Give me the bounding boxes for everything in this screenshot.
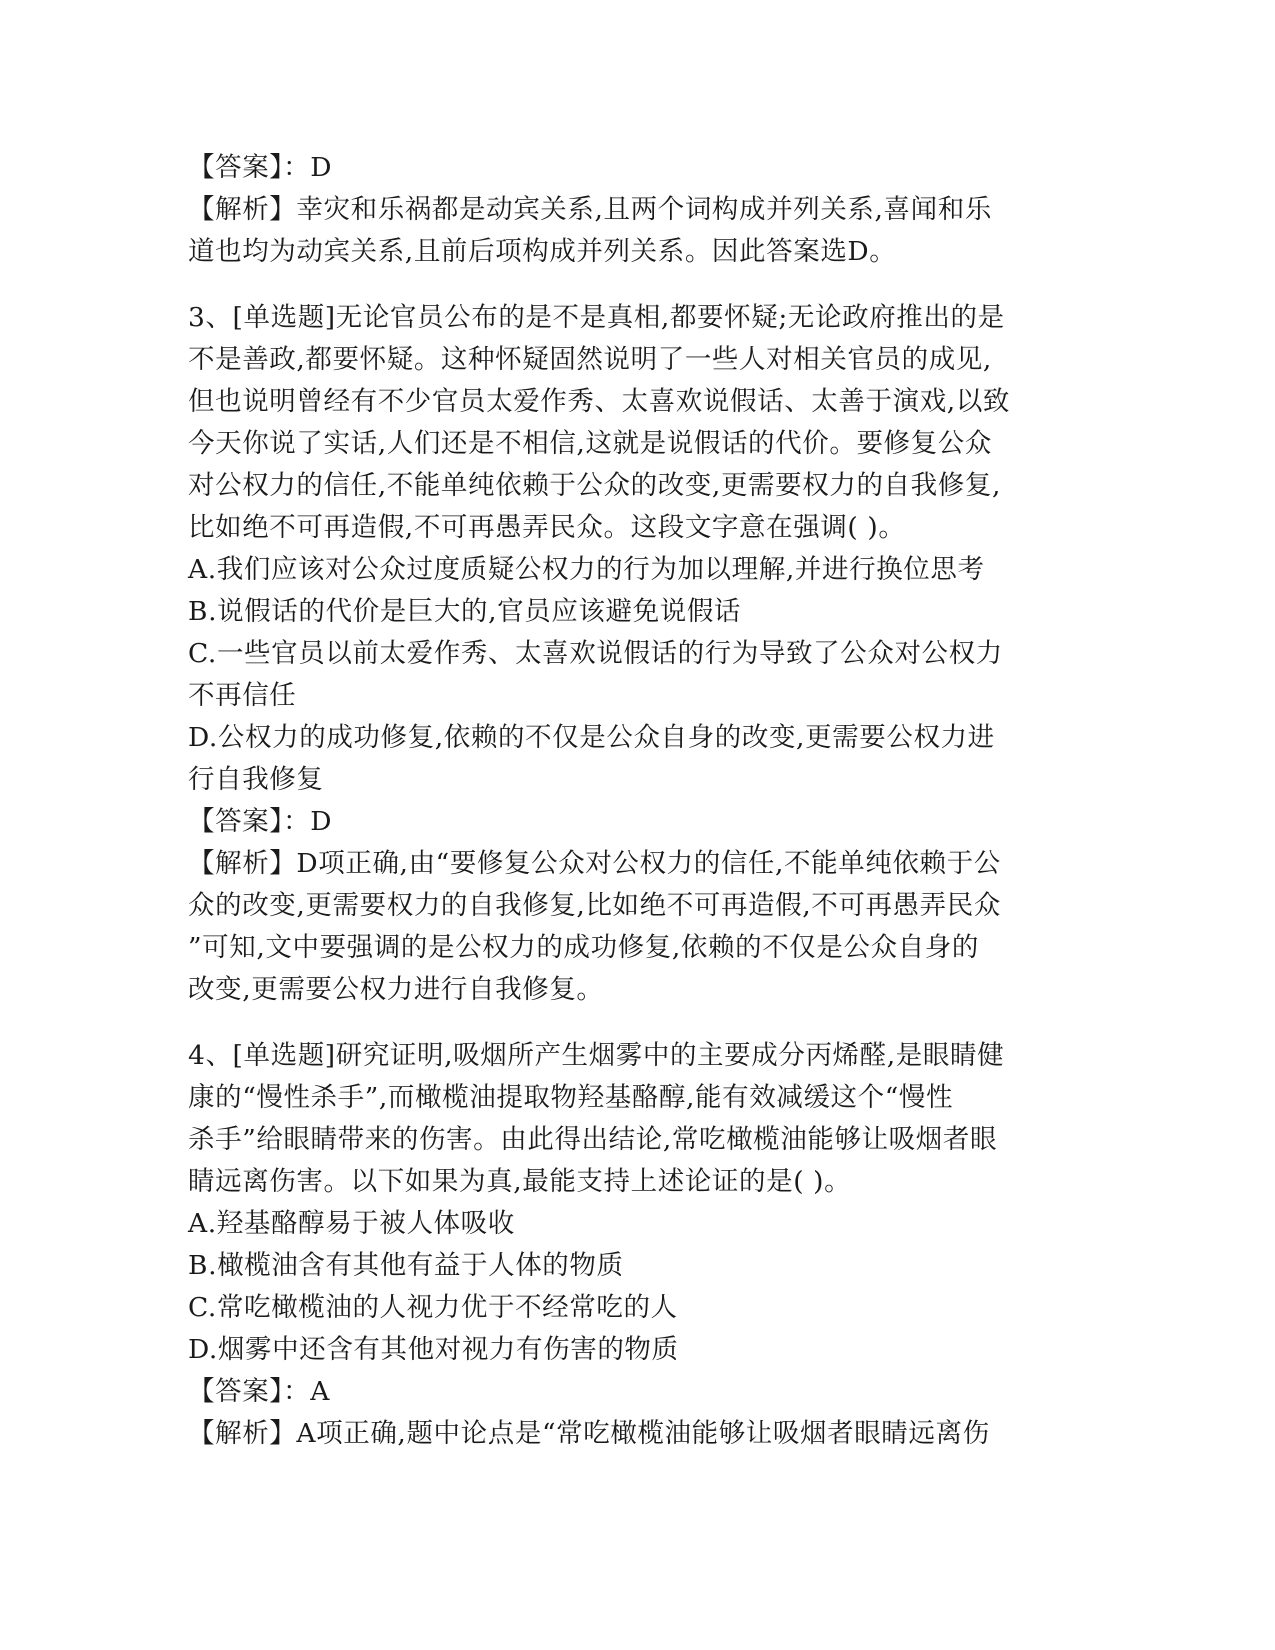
q4-stem-line: 杀手”给眼睛带来的伤害。由此得出结论,常吃橄榄油能够让吸烟者眼	[188, 1124, 998, 1155]
q3-stem-line: 对公权力的信任,不能单纯依赖于公众的改变,更需要权力的自我修复,	[188, 470, 1001, 501]
q4-stem-line: 康的“慢性杀手”,而橄榄油提取物羟基酪醇,能有效减缓这个“慢性	[188, 1082, 954, 1113]
q4-option-d: D.烟雾中还含有其他对视力有伤害的物质	[188, 1334, 679, 1365]
q3-stem-line: 比如绝不可再造假,不可再愚弄民众。这段文字意在强调( )。	[188, 512, 906, 543]
q3-option-c-cont: 不再信任	[188, 680, 297, 711]
q3-explanation-line: 【解析】D项正确,由“要修复公众对公权力的信任,不能单纯依赖于公	[188, 848, 1001, 879]
q3-option-d-cont: 行自我修复	[188, 764, 324, 795]
paragraph-gap	[188, 273, 1088, 297]
q4-option-b: B.橄榄油含有其他有益于人体的物质	[188, 1250, 624, 1281]
q3-explanation-line: 众的改变,更需要权力的自我修复,比如绝不可再造假,不可再愚弄民众	[188, 890, 1001, 921]
q3-option-a: A.我们应该对公众过度质疑公权力的行为加以理解,并进行换位思考	[188, 554, 985, 585]
document-body	[188, 147, 1088, 1455]
paragraph-gap	[188, 1011, 1088, 1035]
q4-stem-line: 4、[单选题]研究证明,吸烟所产生烟雾中的主要成分丙烯醛,是眼睛健	[188, 1040, 1005, 1071]
q3-stem-line: 今天你说了实话,人们还是不相信,这就是说假话的代价。要修复公众	[188, 428, 992, 459]
q3-stem-line: 但也说明曾经有不少官员太爱作秀、太喜欢说假话、太善于演戏,以致	[188, 386, 1011, 417]
q2-explanation-line: 道也均为动宾关系,且前后项构成并列关系。因此答案选D。	[188, 236, 897, 267]
q2-explanation-line: 【解析】幸灾和乐祸都是动宾关系,且两个词构成并列关系,喜闻和乐	[188, 194, 992, 225]
q3-explanation-line: 改变,更需要公权力进行自我修复。	[188, 974, 604, 1005]
q3-stem-line: 不是善政,都要怀疑。这种怀疑固然说明了一些人对相关官员的成见,	[188, 344, 992, 375]
q4-answer: 【答案】：A	[188, 1376, 330, 1407]
q3-option-c: C.一些官员以前太爱作秀、太喜欢说假话的行为导致了公众对公权力	[188, 638, 1003, 669]
q3-option-b: B.说假话的代价是巨大的,官员应该避免说假话	[188, 596, 742, 627]
q3-explanation-line: ”可知,文中要强调的是公权力的成功修复,依赖的不仅是公众自身的	[188, 932, 979, 963]
q4-explanation-line: 【解析】A项正确,题中论点是“常吃橄榄油能够让吸烟者眼睛远离伤	[188, 1418, 990, 1449]
q3-answer: 【答案】：D	[188, 806, 333, 837]
q4-stem-line: 睛远离伤害。以下如果为真,最能支持上述论证的是( )。	[188, 1166, 852, 1197]
q3-option-d: D.公权力的成功修复,依赖的不仅是公众自身的改变,更需要公权力进	[188, 722, 995, 753]
q3-stem-line: 3、[单选题]无论官员公布的是不是真相,都要怀疑;无论政府推出的是	[188, 302, 1005, 333]
q2-answer: 【答案】：D	[188, 152, 333, 183]
q4-option-c: C.常吃橄榄油的人视力优于不经常吃的人	[188, 1292, 678, 1323]
q4-option-a: A.羟基酪醇易于被人体吸收	[188, 1208, 515, 1239]
